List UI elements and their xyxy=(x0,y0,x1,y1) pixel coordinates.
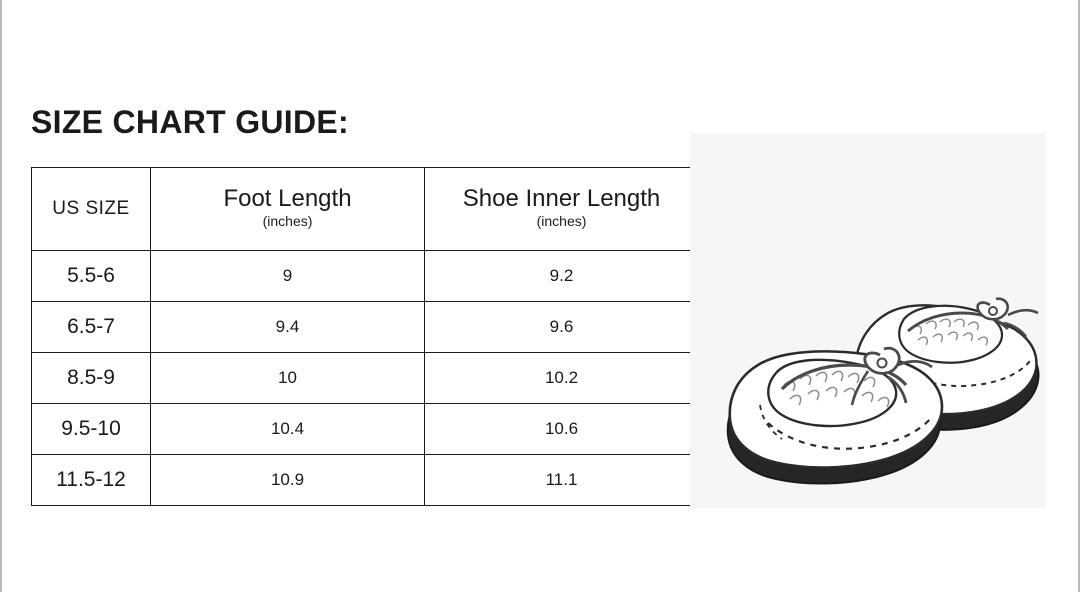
table-row xyxy=(32,455,699,506)
page-title: SIZE CHART GUIDE: xyxy=(31,104,349,140)
left-frame-divider xyxy=(0,0,2,592)
column-header-foot-length-label: Foot Length xyxy=(223,184,352,212)
cell-us-size: 8.5-9 xyxy=(32,353,151,404)
moccasin-slippers-illustration xyxy=(690,133,1046,508)
cell-shoe-inner-length: 11.1 xyxy=(425,455,699,506)
cell-foot-length: 9 xyxy=(151,251,425,302)
cell-us-size: 6.5-7 xyxy=(32,302,151,353)
table-body xyxy=(32,251,699,506)
table-header-row xyxy=(32,168,699,251)
cell-us-size: 9.5-10 xyxy=(32,404,151,455)
cell-shoe-inner-length: 9.6 xyxy=(425,302,699,353)
cell-us-size: 5.5-6 xyxy=(32,251,151,302)
cell-us-size: 11.5-12 xyxy=(32,455,151,506)
cell-foot-length: 9.4 xyxy=(151,302,425,353)
cell-shoe-inner-length: 10.2 xyxy=(425,353,699,404)
column-header-shoe-inner-length xyxy=(425,168,699,251)
size-chart-table xyxy=(31,167,699,506)
table-header xyxy=(32,168,699,251)
column-header-foot-length xyxy=(151,168,425,251)
table-row xyxy=(32,353,699,404)
column-header-shoe-inner-length-units: (inches) xyxy=(536,213,587,230)
cell-shoe-inner-length: 9.2 xyxy=(425,251,699,302)
column-header-foot-length-units: (inches) xyxy=(262,213,313,230)
table-row xyxy=(32,404,699,455)
cell-shoe-inner-length: 10.6 xyxy=(425,404,699,455)
column-header-us-size xyxy=(32,168,151,251)
cell-foot-length: 10.9 xyxy=(151,455,425,506)
front-shoe xyxy=(728,348,942,483)
table-row xyxy=(32,302,699,353)
table-row xyxy=(32,251,699,302)
cell-foot-length: 10 xyxy=(151,353,425,404)
cell-foot-length: 10.4 xyxy=(151,404,425,455)
column-header-us-size-label: US SIZE xyxy=(52,198,130,219)
size-chart-table-wrapper xyxy=(31,167,683,506)
column-header-shoe-inner-length-label: Shoe Inner Length xyxy=(462,184,661,212)
